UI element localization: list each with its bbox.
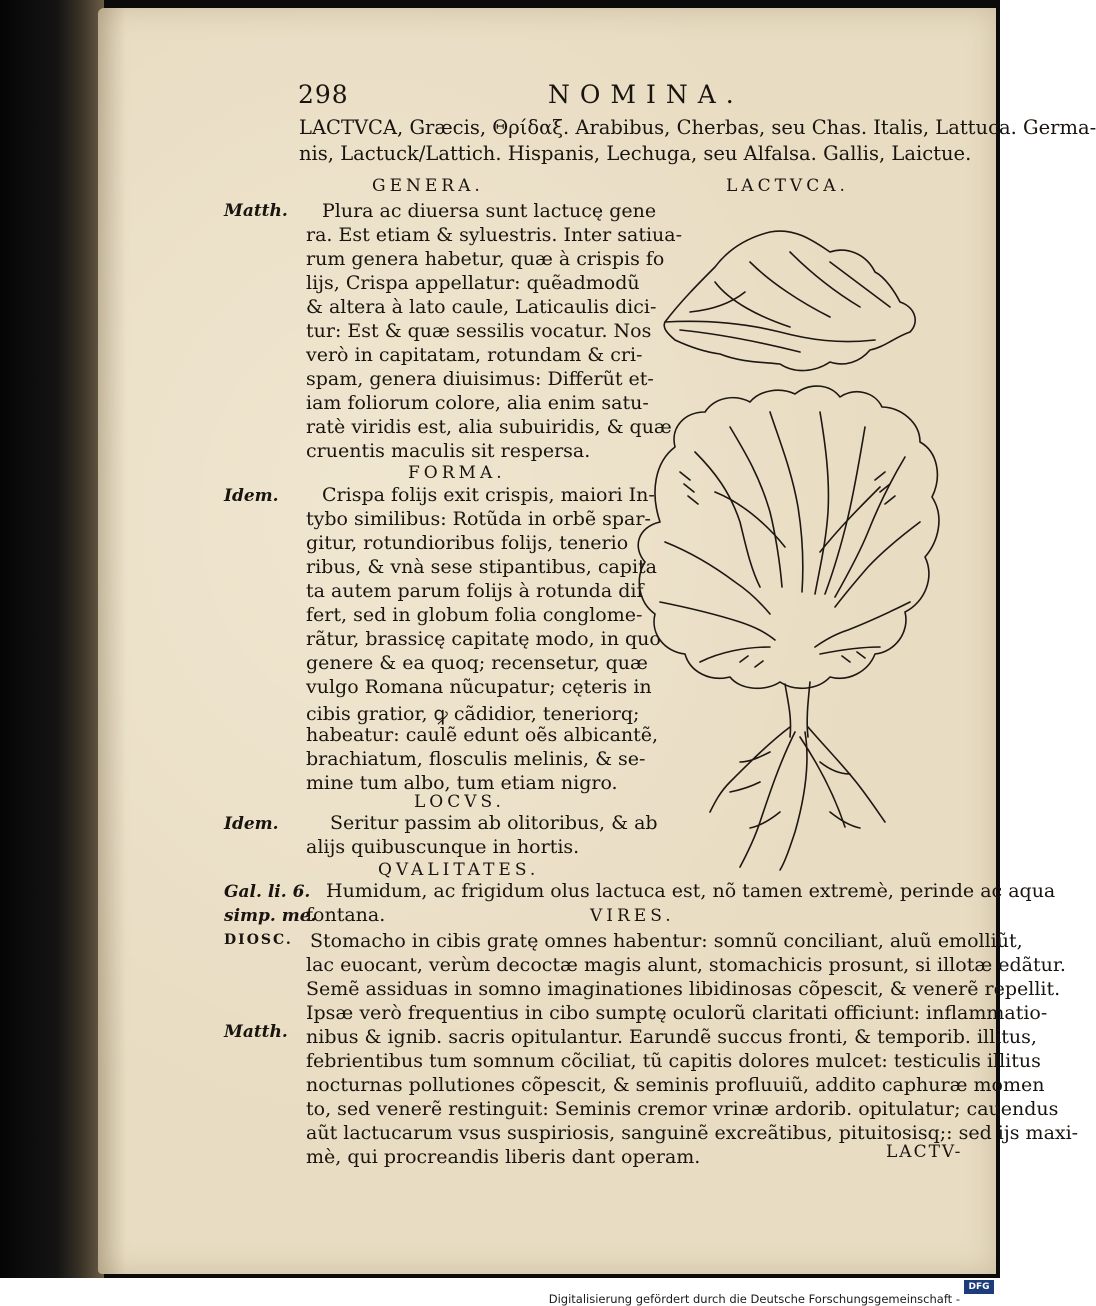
names-line-2: nis, Lactuck/Lattich. Hispanis, Lechuga, seu Alfalsa. Gallis, Laictue.	[299, 142, 972, 165]
genera-line: cruentis maculis sit respersa.	[306, 440, 591, 462]
genera-line: tur: Est & quæ sessilis vocatur. Nos	[306, 320, 652, 342]
forma-heading: FORMA.	[408, 463, 506, 483]
genera-line: spam, genera diuisimus: Differũt et-	[306, 368, 654, 390]
forma-line: Crispa folijs exit crispis, maiori In-	[322, 484, 655, 506]
book-gutter	[0, 0, 104, 1278]
margin-note-qualitates-2: simp. me.	[224, 906, 317, 926]
vires-heading: VIRES.	[590, 906, 675, 926]
genera-line: iam foliorum colore, alia enim satu-	[306, 392, 649, 414]
vires-line: nibus & ignib. sacris opitulantur. Earundẽ succus fronti, & temporib. illitus,	[306, 1026, 1037, 1048]
vires-line: aũt lactucarum vsus suspiriosis, sanguinẽ excreãtibus, pituitosisq;: sed ijs maxi-	[306, 1122, 1079, 1144]
forma-line: gitur, rotundioribus folijs, tenerio	[306, 532, 629, 554]
margin-note-qualitates-1: Gal. li. 6.	[224, 882, 311, 902]
qualitates-line: fontana.	[306, 904, 386, 926]
vires-line: nocturnas pollutiones cõpescit, & seminis profluuiũ, addito caphuræ momen	[306, 1074, 1045, 1096]
names-line-1: LACTVCA, Græcis, Θρίδαξ. Arabibus, Cherbas, seu Chas. Italis, Lattuca. Germa-	[299, 116, 1096, 139]
forma-line: fert, sed in globum folia conglome-	[306, 604, 643, 626]
vires-line: to, sed venerẽ restinguit: Seminis cremor vrinæ ardorib. opitulatur; cauendus	[306, 1098, 1059, 1120]
qualitates-line: Humidum, ac frigidum olus lactuca est, nõ tamen extremè, perinde ac aqua	[326, 880, 1056, 902]
vires-line: Stomacho in cibis gratę omnes habentur: somnũ conciliant, aluũ emolliũt,	[310, 930, 1023, 952]
margin-note-locus: Idem.	[224, 814, 279, 834]
vires-line: Ipsæ verò frequentius in cibo sumptę oculorũ claritati officiunt: inflammatio-	[306, 1002, 1048, 1024]
margin-note-vires-2: Matth.	[224, 1022, 288, 1042]
locus-line: alijs quibuscunque in hortis.	[306, 836, 580, 858]
genera-line: verò in capitatam, rotundam & cri-	[306, 344, 643, 366]
genera-line: rum genera habetur, quæ à crispis fo	[306, 248, 665, 270]
forma-line: cibis gratior, ꝙ cãdidior, teneriorq;	[306, 703, 640, 725]
forma-line: habeatur: caulẽ edunt oẽs albicantẽ,	[306, 724, 659, 746]
genera-line: & altera à lato caule, Laticaulis dici-	[306, 296, 657, 318]
genera-line: ra. Est etiam & syluestris. Inter satiua-	[306, 224, 683, 246]
forma-line: mine tum albo, tum etiam nigro.	[306, 772, 618, 794]
genera-line: Plura ac diuersa sunt lactucę gene	[322, 200, 657, 222]
forma-line: ribus, & vnà sese stipantibus, capita	[306, 556, 658, 578]
margin-note-forma: Idem.	[224, 486, 279, 506]
locus-heading: LOCVS.	[414, 792, 505, 812]
vires-line: febrientibus tum somnum cõciliat, tũ capitis dolores mulcet: testiculis illitus	[306, 1050, 1041, 1072]
page-number: 298	[298, 80, 349, 109]
forma-line: ta autem parum folijs à rotunda dif	[306, 580, 644, 602]
locus-line: Seritur passim ab olitoribus, & ab	[330, 812, 658, 834]
forma-line: rãtur, brassicę capitatę modo, in quo	[306, 628, 661, 650]
genera-line: ratè viridis est, alia subuiridis, & quæ	[306, 416, 672, 438]
lettuce-woodcut-illustration	[620, 222, 950, 872]
lettuce-head-outline	[638, 386, 939, 688]
footer-credit: Digitalisierung gefördert durch die Deutsche Forschungsgemeinschaft -	[548, 1291, 960, 1306]
catchword: LACTV-	[886, 1142, 963, 1162]
forma-line: vulgo Romana nũcupatur; cęteris in	[306, 676, 652, 698]
running-title: NOMINA.	[548, 80, 744, 109]
genera-line: lijs, Crispa appellatur: quẽadmodũ	[306, 272, 640, 294]
margin-note-vires-1: DIOSC.	[224, 932, 293, 948]
vires-line: lac euocant, verùm decoctæ magis alunt, stomachicis prosunt, si illotæ edãtur.	[306, 954, 1066, 976]
vires-line: Semẽ assiduas in somno imaginationes libidinosas cõpescit, & venerẽ repellit.	[306, 978, 1061, 1000]
genera-heading: GENERA.	[372, 176, 484, 196]
vires-line: mè, qui procreandis liberis dant operam.	[306, 1146, 701, 1168]
qualitates-heading: QVALITATES.	[378, 860, 540, 880]
dfg-logo: DFG	[964, 1280, 994, 1294]
forma-line: tybo similibus: Rotũda in orbẽ spar-	[306, 508, 651, 530]
plant-caption: LACTVCA.	[726, 176, 849, 196]
forma-line: genere & ea quoq; recensetur, quæ	[306, 652, 648, 674]
margin-note-genera: Matth.	[224, 201, 288, 221]
forma-line: brachiatum, flosculis melinis, & se-	[306, 748, 646, 770]
